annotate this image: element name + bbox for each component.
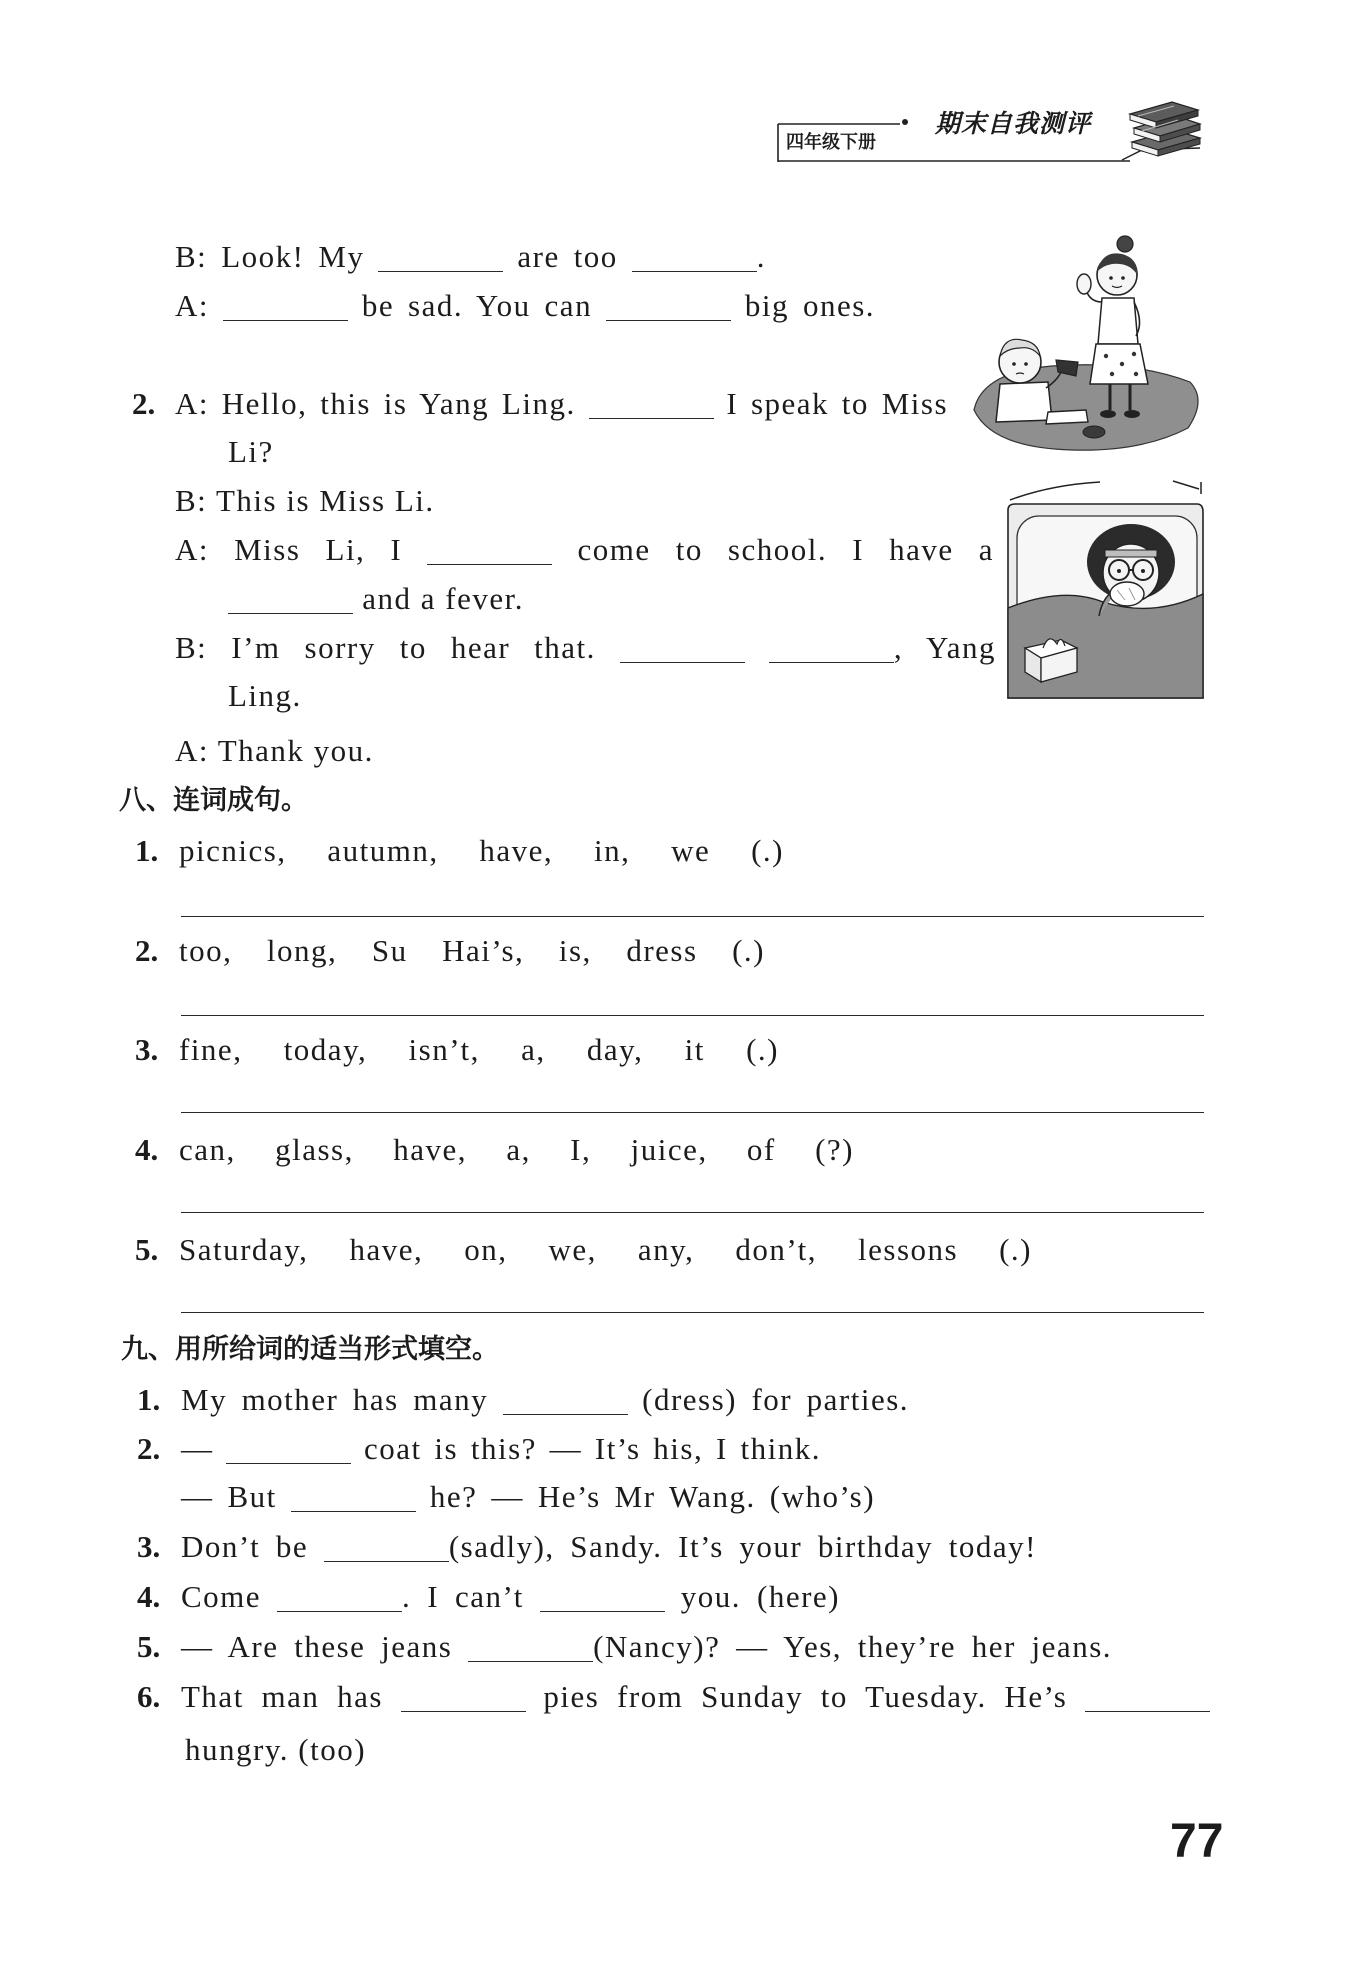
dialogue-text: . (756, 239, 767, 274)
dialogue-text: A: (175, 288, 209, 323)
sentence-text: (sadly), Sandy. It’s your birthday today! (448, 1529, 1038, 1564)
dialogue-text: B: I’m sorry to hear that. (175, 630, 596, 665)
scrambled-words: Saturday, have, on, we, any, don’t, lessons (.) (179, 1232, 1032, 1267)
answer-blank[interactable] (503, 1390, 628, 1415)
dialogue-text: be sad. You can (361, 288, 593, 323)
fill-in-sentence (181, 1477, 875, 1517)
answer-blank[interactable] (620, 638, 745, 663)
sentence-text: Come (181, 1579, 262, 1614)
answer-blank[interactable] (324, 1537, 449, 1562)
answer-blank[interactable] (226, 1439, 351, 1464)
answer-line[interactable] (181, 1112, 1204, 1113)
fill-in-sentence (181, 1677, 1210, 1717)
sentence-text: (Nancy)? — Yes, they’re her jeans. (593, 1629, 1113, 1664)
answer-blank[interactable] (632, 247, 757, 272)
dialogue-text: A: Hello, this is Yang Ling. (175, 386, 576, 421)
answer-blank[interactable] (427, 540, 552, 565)
answer-blank[interactable] (378, 247, 503, 272)
fill-in-sentence-cont: hungry. (too) (185, 1732, 367, 1767)
grade-label: 四年级下册 (786, 132, 876, 153)
fill-in-sentence (181, 1527, 1037, 1567)
dialogue-text: , Yang (893, 630, 997, 665)
scrambled-words: too, long, Su Hai’s, is, dress (.) (179, 933, 765, 968)
answer-line[interactable] (181, 1212, 1204, 1213)
answer-blank[interactable] (223, 296, 348, 321)
item-number: 3. (135, 1032, 159, 1067)
item-number: 4. (135, 1132, 159, 1167)
dialogue-text: come to school. I have a (577, 532, 995, 567)
item-number: 5. (135, 1232, 159, 1267)
answer-blank[interactable] (606, 296, 731, 321)
sentence-text: My mother has many (181, 1382, 489, 1417)
item-number: 4. (137, 1579, 161, 1614)
answer-line[interactable] (181, 916, 1204, 917)
sentence-text: he? — He’s Mr Wang. (who’s) (429, 1479, 876, 1514)
answer-blank[interactable] (277, 1587, 402, 1612)
sentence-text: — Are these jeans (181, 1629, 453, 1664)
dialogue-text: and a fever. (362, 581, 524, 616)
answer-blank[interactable] (589, 394, 714, 419)
answer-blank[interactable] (228, 589, 353, 614)
item-number: 1. (135, 833, 159, 868)
stacked-books-icon (1122, 102, 1200, 160)
fill-in-sentence (181, 1429, 821, 1469)
dialogue-2-line-4-cont: Ling. (228, 678, 302, 713)
dialogue-1-line-2 (175, 286, 875, 326)
item-number: 2. (135, 933, 159, 968)
scrambled-words: fine, today, isn’t, a, day, it (.) (179, 1032, 779, 1067)
answer-line[interactable] (181, 1312, 1204, 1313)
dialogue-text: I speak to Miss (726, 386, 949, 421)
dialogue-2-line-1 (175, 384, 948, 424)
section-9-heading: 九、用所给词的适当形式填空。 (121, 1334, 499, 1365)
page-title: 期末自我测评 (935, 109, 1092, 138)
dialogue-text: are too (517, 239, 618, 274)
answer-blank[interactable] (401, 1687, 526, 1712)
section-8-heading: 八、连词成句。 (119, 785, 308, 816)
fill-in-sentence (181, 1380, 909, 1420)
answer-blank[interactable] (540, 1587, 665, 1612)
sentence-text: coat is this? — It’s his, I think. (364, 1431, 822, 1466)
sentence-text: — (181, 1431, 214, 1466)
scrambled-words: can, glass, have, a, I, juice, of (?) (179, 1132, 854, 1167)
dialogue-2-line-3-cont (228, 579, 524, 619)
dialogue-1-line-1 (175, 237, 766, 277)
dialogue-2-line-2: B: This is Miss Li. (175, 483, 435, 518)
sentence-text: That man has (181, 1679, 383, 1714)
dialogue-2-line-1-cont: Li? (228, 434, 274, 469)
sentence-text: you. (here) (680, 1579, 840, 1614)
dialogue-text: big ones. (744, 288, 876, 323)
sick-girl-in-bed-illustration (1003, 476, 1205, 702)
dialogue-2-line-4 (175, 628, 996, 668)
dialogue-text: B: Look! My (175, 239, 365, 274)
sentence-text: Don’t be (181, 1529, 309, 1564)
children-trying-shoes-illustration (962, 232, 1207, 454)
sentence-text: pies from Sunday to Tuesday. He’s (543, 1679, 1068, 1714)
sentence-text: . I can’t (402, 1579, 524, 1614)
answer-blank[interactable] (1085, 1687, 1210, 1712)
item-number: 2. (132, 386, 156, 421)
item-number: 3. (137, 1529, 161, 1564)
item-number: 1. (137, 1382, 161, 1417)
sentence-text: (dress) for parties. (642, 1382, 910, 1417)
item-number: 5. (137, 1629, 161, 1664)
dialogue-2-line-5: A: Thank you. (175, 733, 374, 768)
fill-in-sentence (181, 1577, 840, 1617)
item-number: 2. (137, 1431, 161, 1466)
page-number: 77 (1170, 1815, 1224, 1868)
scrambled-words: picnics, autumn, have, in, we (.) (179, 833, 784, 868)
item-number: 6. (137, 1679, 161, 1714)
answer-blank[interactable] (291, 1487, 416, 1512)
sentence-text: — But (181, 1479, 277, 1514)
answer-blank[interactable] (468, 1637, 593, 1662)
answer-blank[interactable] (769, 638, 894, 663)
fill-in-sentence (181, 1627, 1112, 1667)
dialogue-2-line-3 (175, 530, 994, 570)
dialogue-text: A: Miss Li, I (175, 532, 403, 567)
answer-line[interactable] (181, 1015, 1204, 1016)
